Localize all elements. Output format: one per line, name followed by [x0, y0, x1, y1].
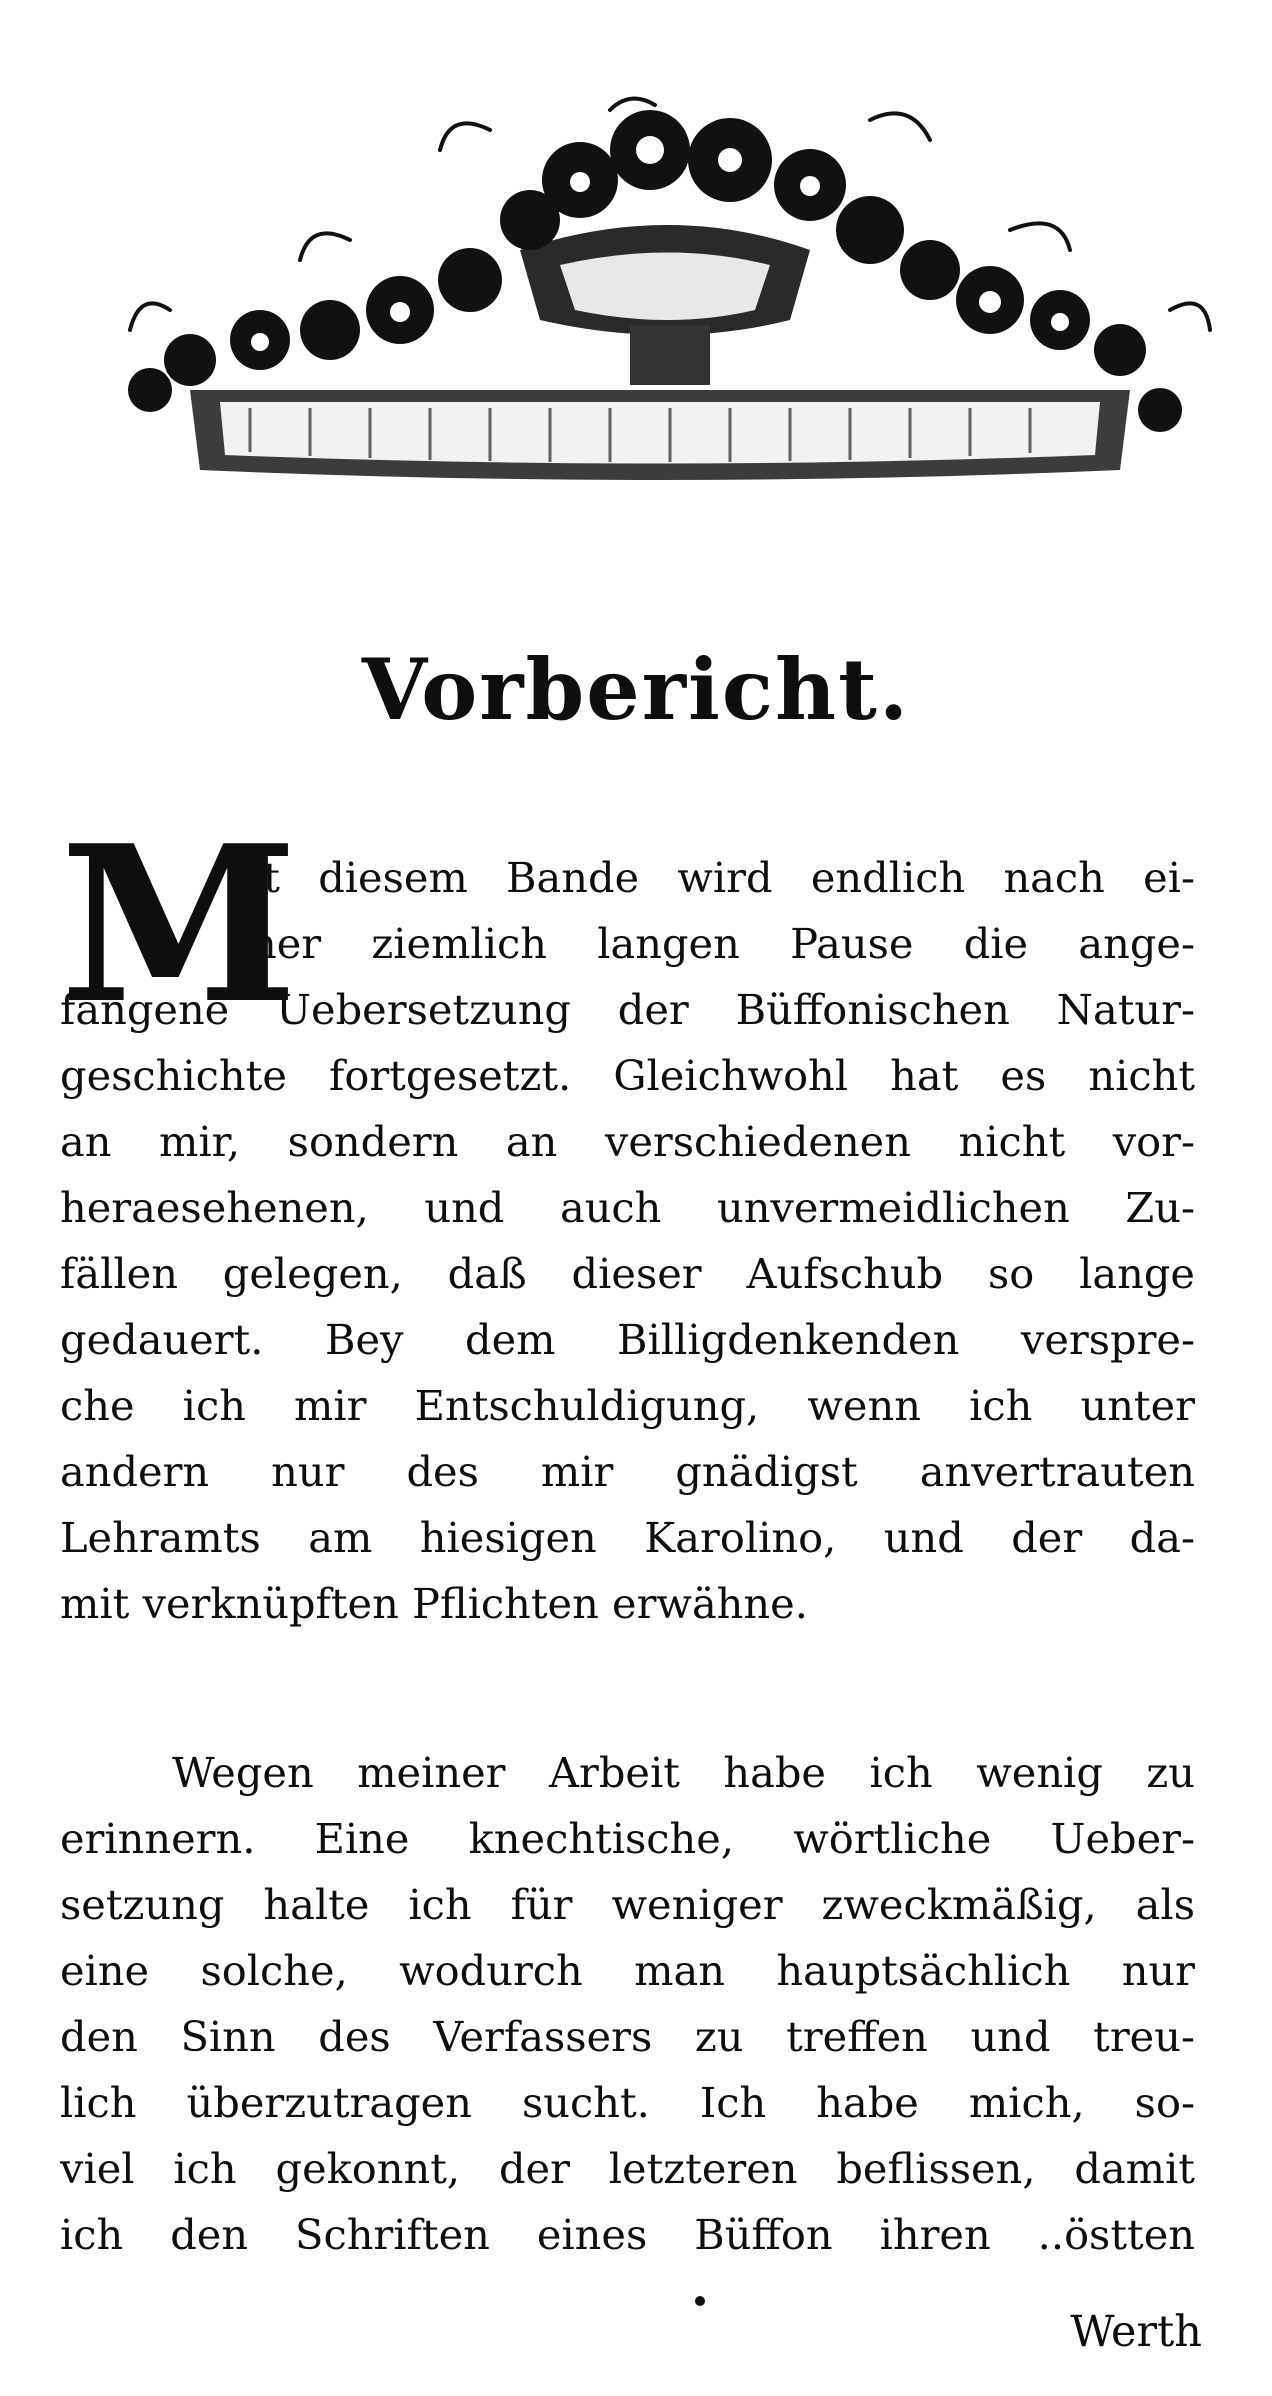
text-line: setzung halte ich für weniger zweckmäßig, als [60, 1880, 1195, 1929]
text-line: che ich mir Entschuldigung, wenn ich unter [60, 1381, 1195, 1430]
text-line: geschichte fortgesetzt. Gleichwohl hat es nicht [60, 1051, 1195, 1100]
text-line: Wegen meiner Arbeit habe ich wenig zu [172, 1748, 1195, 1797]
signature-mark [695, 2296, 705, 2306]
text-line: gedauert. Bey dem Billigdenkenden verspre- [60, 1315, 1195, 1364]
paragraph-2 [60, 1740, 1195, 2268]
text-line: fangene Uebersetzung der Büffonischen Natur- [60, 985, 1195, 1034]
paragraph-1 [60, 798, 1195, 1637]
text-line: lich überzutragen sucht. Ich habe mich, so- [60, 2078, 1195, 2127]
text-line: erinnern. Eine knechtische, wörtliche Ueber- [60, 1814, 1195, 1863]
text-line: it diesem Bande wird endlich nach ei- [250, 853, 1195, 902]
text-line: ich den Schriften eines Büffon ihren ..östten [60, 2210, 1195, 2259]
catchword: Werth [1070, 2307, 1202, 2357]
text-line: eine solche, wodurch man hauptsächlich nur [60, 1946, 1195, 1995]
text-line: andern nur des mir gnädigst anvertrauten [60, 1447, 1195, 1496]
text-line: heraesehenen, und auch unvermeidlichen Zu- [60, 1183, 1195, 1232]
drop-cap: M [60, 798, 298, 1051]
text-line: viel ich gekonnt, der letzteren beflissen, damit [60, 2144, 1195, 2193]
text-line: mit verknüpften Pflichten erwähne. [60, 1579, 808, 1628]
floral-basket-vignette [110, 90, 1220, 510]
text-line: an mir, sondern an verschiedenen nicht vor- [60, 1117, 1195, 1166]
text-line: fällen gelegen, daß dieser Aufschub so lange [60, 1249, 1195, 1298]
page-title: Vorbericht. [361, 640, 911, 739]
text-line: Lehramts am hiesigen Karolino, und der da- [60, 1513, 1195, 1562]
text-line: ner ziemlich langen Pause die ange- [250, 919, 1195, 968]
text-line: den Sinn des Verfassers zu treffen und treu- [60, 2012, 1195, 2061]
